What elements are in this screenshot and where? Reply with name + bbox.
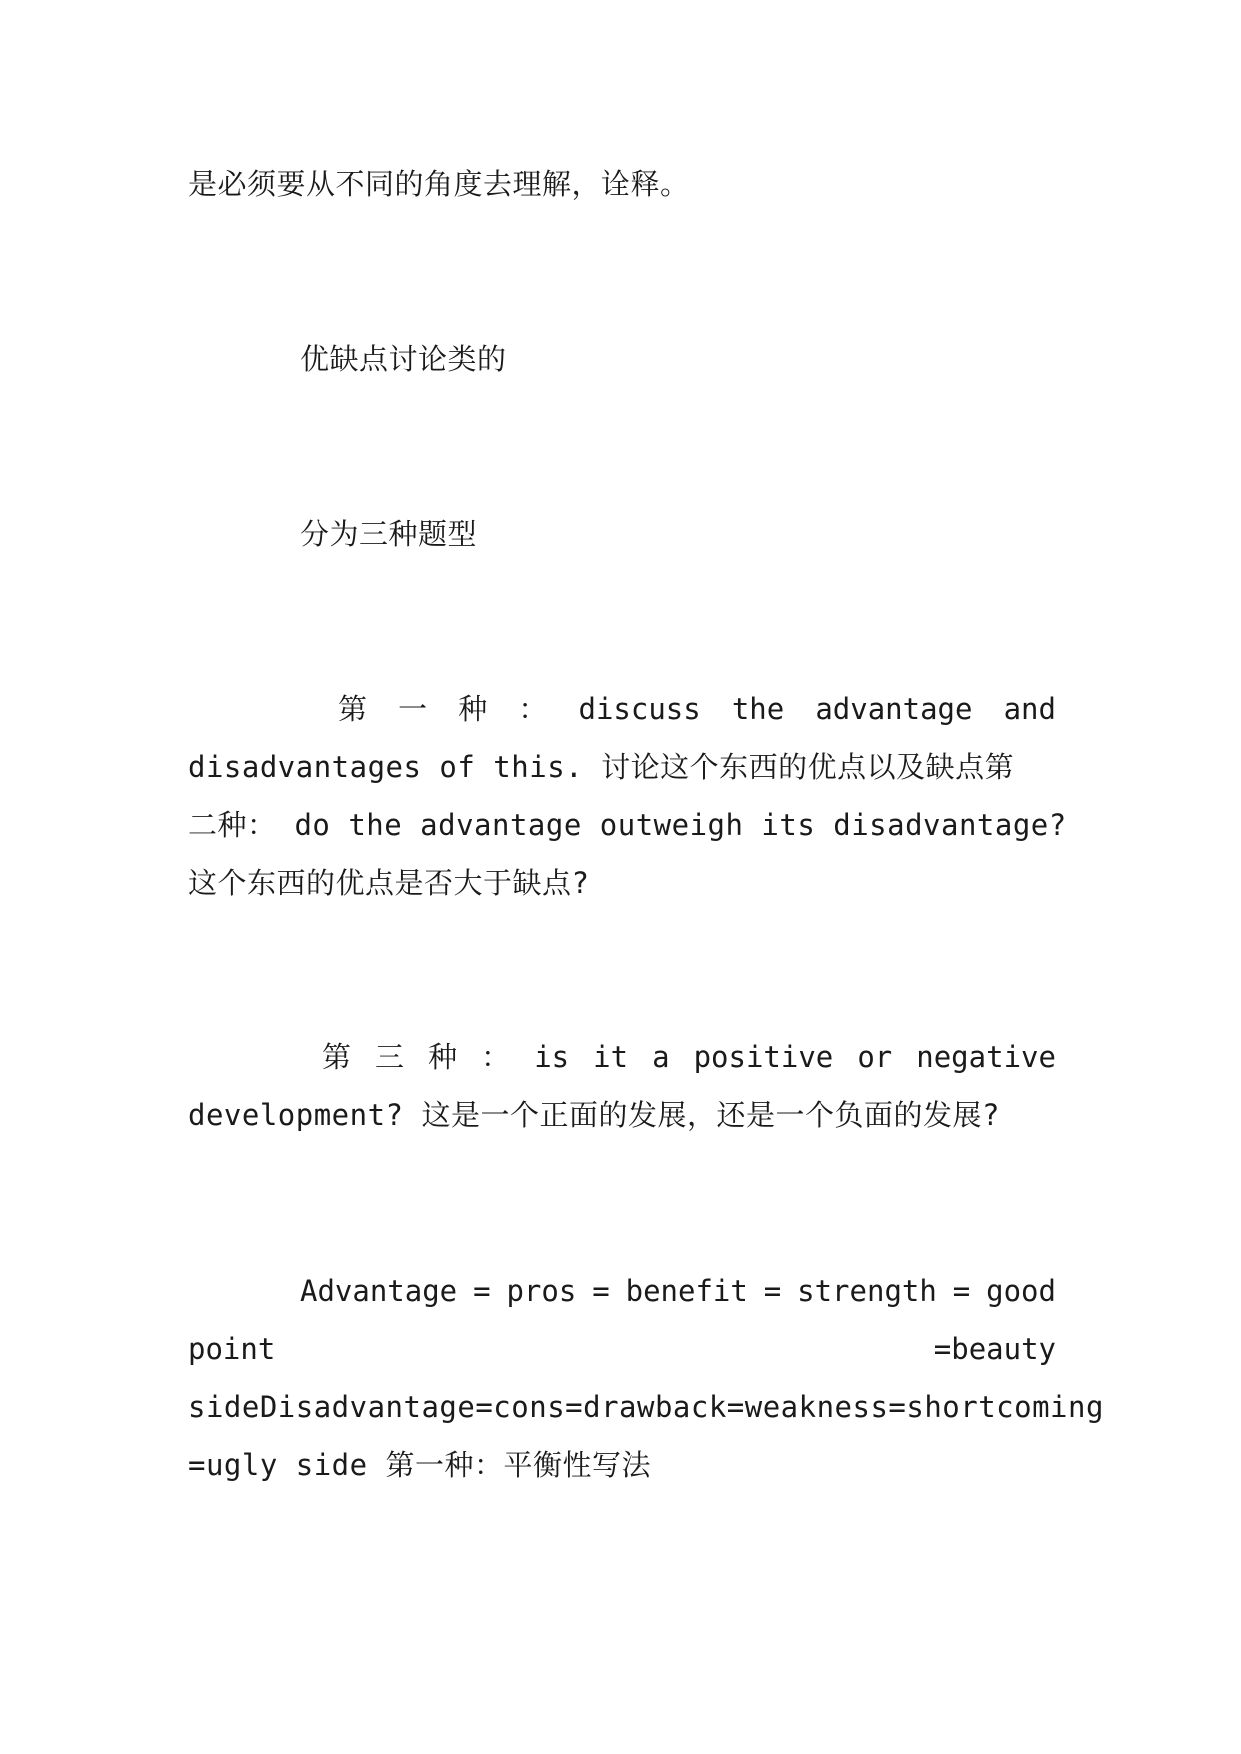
word: 三: [375, 1040, 405, 1074]
word: ：: [518, 692, 548, 726]
paragraph-line: sideDisadvantage=cons=drawback=weakness=shortcoming: [188, 1390, 1104, 1424]
paragraph-line: [322, 1028, 1056, 1086]
paragraph-line: development? 这是一个正面的发展，还是一个负面的发展?: [188, 1098, 1000, 1132]
word: negative: [916, 1040, 1056, 1074]
paragraph-line: 二种： do the advantage outweigh its disadvantage?: [188, 808, 1067, 842]
word: point: [188, 1332, 276, 1366]
word: 种: [428, 1040, 458, 1074]
word: Advantage: [300, 1274, 458, 1308]
word: the: [731, 692, 785, 726]
word: discuss: [578, 692, 701, 726]
section-heading: 分为三种题型: [300, 517, 478, 551]
paragraph-line: [188, 1320, 1056, 1378]
word: is: [534, 1040, 570, 1074]
paragraph-line: [300, 1262, 1056, 1320]
word: it: [593, 1040, 629, 1074]
word: =: [763, 1274, 782, 1308]
section-heading: 优缺点讨论类的: [300, 342, 507, 376]
word: advantage: [815, 692, 973, 726]
word: good: [986, 1274, 1056, 1308]
word: =: [952, 1274, 971, 1308]
text-line: 是必须要从不同的角度去理解，诠释。: [188, 167, 690, 201]
paragraph-line: disadvantages of this. 讨论这个东西的优点以及缺点第: [188, 750, 1015, 784]
word: pros: [506, 1274, 577, 1308]
word: positive: [693, 1040, 834, 1074]
word: or: [857, 1040, 893, 1074]
word: =beauty: [933, 1332, 1056, 1366]
word: 第: [338, 692, 368, 726]
word: strength: [797, 1274, 937, 1308]
word: 第: [322, 1040, 352, 1074]
paragraph-line: 这个东西的优点是否大于缺点?: [188, 866, 590, 900]
word: =: [473, 1274, 491, 1308]
word: a: [652, 1040, 670, 1074]
word: 一: [398, 692, 428, 726]
word: benefit: [625, 1274, 748, 1308]
paragraph-line: =ugly side 第一种：平衡性写法: [188, 1448, 652, 1482]
word: 种: [458, 692, 488, 726]
word: ：: [481, 1040, 511, 1074]
paragraph-line: [338, 680, 1056, 738]
word: =: [592, 1274, 610, 1308]
word: and: [1003, 692, 1056, 726]
